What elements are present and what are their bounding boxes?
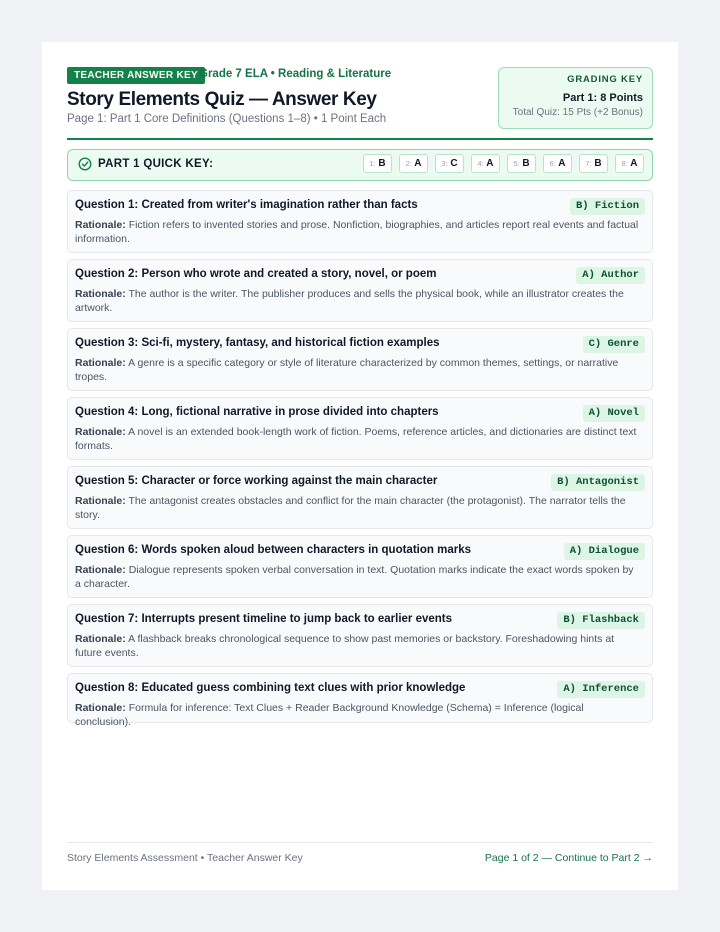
chip-answer: A xyxy=(414,158,422,169)
question-title: Question 2: Person who wrote and created a story, novel, or poem xyxy=(75,268,437,280)
chip-answer: C xyxy=(450,158,458,169)
question-rationale xyxy=(75,564,640,591)
question-list xyxy=(67,190,653,729)
teacher-badge: TEACHER ANSWER KEY xyxy=(67,67,205,84)
question-rationale xyxy=(75,426,640,453)
chip-number: 1: xyxy=(369,159,376,168)
page-content xyxy=(67,67,653,728)
question-title: Question 4: Long, fictional narrative in prose divided into chapters xyxy=(75,406,439,418)
quick-key-chip xyxy=(399,154,428,173)
question-card xyxy=(67,397,653,460)
rationale-text: A flashback breaks chronological sequence to show past memories or backstory. Foreshadowing hints at future events. xyxy=(75,633,615,659)
chip-number: 3: xyxy=(441,159,448,168)
grading-key-total: Total Quiz: 15 Pts (+2 Bonus) xyxy=(512,107,643,118)
quick-key-chip xyxy=(615,154,644,173)
question-title: Question 5: Character or force working against the main character xyxy=(75,475,438,487)
question-title: Question 6: Words spoken aloud between characters in quotation marks xyxy=(75,544,471,556)
quick-key-bar xyxy=(67,149,653,181)
quick-key-label: PART 1 QUICK KEY: xyxy=(98,158,214,170)
chip-number: 8: xyxy=(621,159,628,168)
quick-key-chip xyxy=(435,154,464,173)
chip-number: 2: xyxy=(405,159,412,168)
question-card xyxy=(67,259,653,322)
rationale-text: The author is the writer. The publisher produces and sells the physical book, while an illustrator creates the artwork. xyxy=(75,288,624,314)
chip-answer: A xyxy=(486,158,494,169)
quick-key-chips xyxy=(363,154,644,173)
page-title: Story Elements Quiz — Answer Key xyxy=(67,89,377,110)
question-rationale xyxy=(75,219,640,246)
question-rationale xyxy=(75,702,640,729)
quick-key-chip xyxy=(471,154,500,173)
quick-key-chip xyxy=(507,154,536,173)
answer-badge: A) Dialogue xyxy=(564,543,645,560)
chip-answer: A xyxy=(630,158,638,169)
rationale-text: A genre is a specific category or style of literature characterized by common themes, settings, or narrative tropes. xyxy=(75,357,619,383)
page-header xyxy=(67,67,653,139)
rationale-label: Rationale: xyxy=(75,219,126,231)
question-title: Question 8: Educated guess combining text clues with prior knowledge xyxy=(75,682,466,694)
question-rationale xyxy=(75,288,640,315)
rationale-text: Dialogue represents spoken verbal conversation in text. Quotation marks indicate the exact words spoken by a character. xyxy=(75,564,634,590)
question-card xyxy=(67,190,653,253)
chip-answer: B xyxy=(522,158,530,169)
question-title: Question 1: Created from writer's imagination rather than facts xyxy=(75,199,418,211)
page-footer xyxy=(67,842,653,872)
quick-key-chip xyxy=(363,154,392,173)
answer-badge: A) Author xyxy=(576,267,645,284)
footer-left-text: Story Elements Assessment • Teacher Answer Key xyxy=(67,852,303,864)
answer-badge: A) Inference xyxy=(557,681,645,698)
quick-key-chip xyxy=(579,154,608,173)
question-title: Question 3: Sci-fi, mystery, fantasy, and historical fiction examples xyxy=(75,337,440,349)
rationale-text: A novel is an extended book-length work of fiction. Poems, reference articles, and dictionaries are distinct text formats. xyxy=(75,426,637,452)
grading-key-title: GRADING KEY xyxy=(567,74,643,85)
page-subtitle: Page 1: Part 1 Core Definitions (Questions 1–8) • 1 Point Each xyxy=(67,113,387,125)
rationale-text: The antagonist creates obstacles and conflict for the main character (the protagonist). The narrator tells the story. xyxy=(75,495,626,521)
answer-badge: C) Genre xyxy=(583,336,645,353)
question-card xyxy=(67,535,653,598)
rationale-text: Formula for inference: Text Clues + Reader Background Knowledge (Schema) = Inference (logical conclusion). xyxy=(75,702,584,728)
answer-badge: B) Flashback xyxy=(557,612,645,629)
rationale-label: Rationale: xyxy=(75,633,126,645)
question-title: Question 7: Interrupts present timeline to jump back to earlier events xyxy=(75,613,453,625)
question-rationale xyxy=(75,495,640,522)
footer-page-indicator: Page 1 of 2 — Continue to Part 2 → xyxy=(484,852,653,864)
question-card xyxy=(67,466,653,529)
header-divider xyxy=(67,138,653,140)
rationale-text: Fiction refers to invented stories and prose. Nonfiction, biographies, and articles report real events and factual information. xyxy=(75,219,639,245)
chip-answer: A xyxy=(558,158,566,169)
grading-key-points: Part 1: 8 Points xyxy=(562,92,643,104)
chip-answer: B xyxy=(378,158,386,169)
rationale-label: Rationale: xyxy=(75,495,126,507)
check-circle-icon xyxy=(78,157,92,171)
chip-answer: B xyxy=(594,158,602,169)
chip-number: 5: xyxy=(513,159,520,168)
question-card xyxy=(67,328,653,391)
question-card xyxy=(67,673,653,728)
answer-badge: A) Novel xyxy=(583,405,645,422)
grade-subject: Grade 7 ELA • Reading & Literature xyxy=(199,68,392,80)
answer-badge: B) Antagonist xyxy=(551,474,645,491)
question-card xyxy=(67,604,653,667)
chip-number: 6: xyxy=(549,159,556,168)
question-rationale xyxy=(75,357,640,384)
answer-badge: B) Fiction xyxy=(570,198,645,215)
grading-key-box xyxy=(498,67,653,129)
rationale-label: Rationale: xyxy=(75,426,126,438)
rationale-label: Rationale: xyxy=(75,357,126,369)
rationale-label: Rationale: xyxy=(75,702,126,714)
question-rationale xyxy=(75,633,640,660)
chip-number: 4: xyxy=(477,159,484,168)
quick-key-chip xyxy=(543,154,572,173)
rationale-label: Rationale: xyxy=(75,564,126,576)
rationale-label: Rationale: xyxy=(75,288,126,300)
chip-number: 7: xyxy=(585,159,592,168)
answer-key-page xyxy=(42,42,678,890)
